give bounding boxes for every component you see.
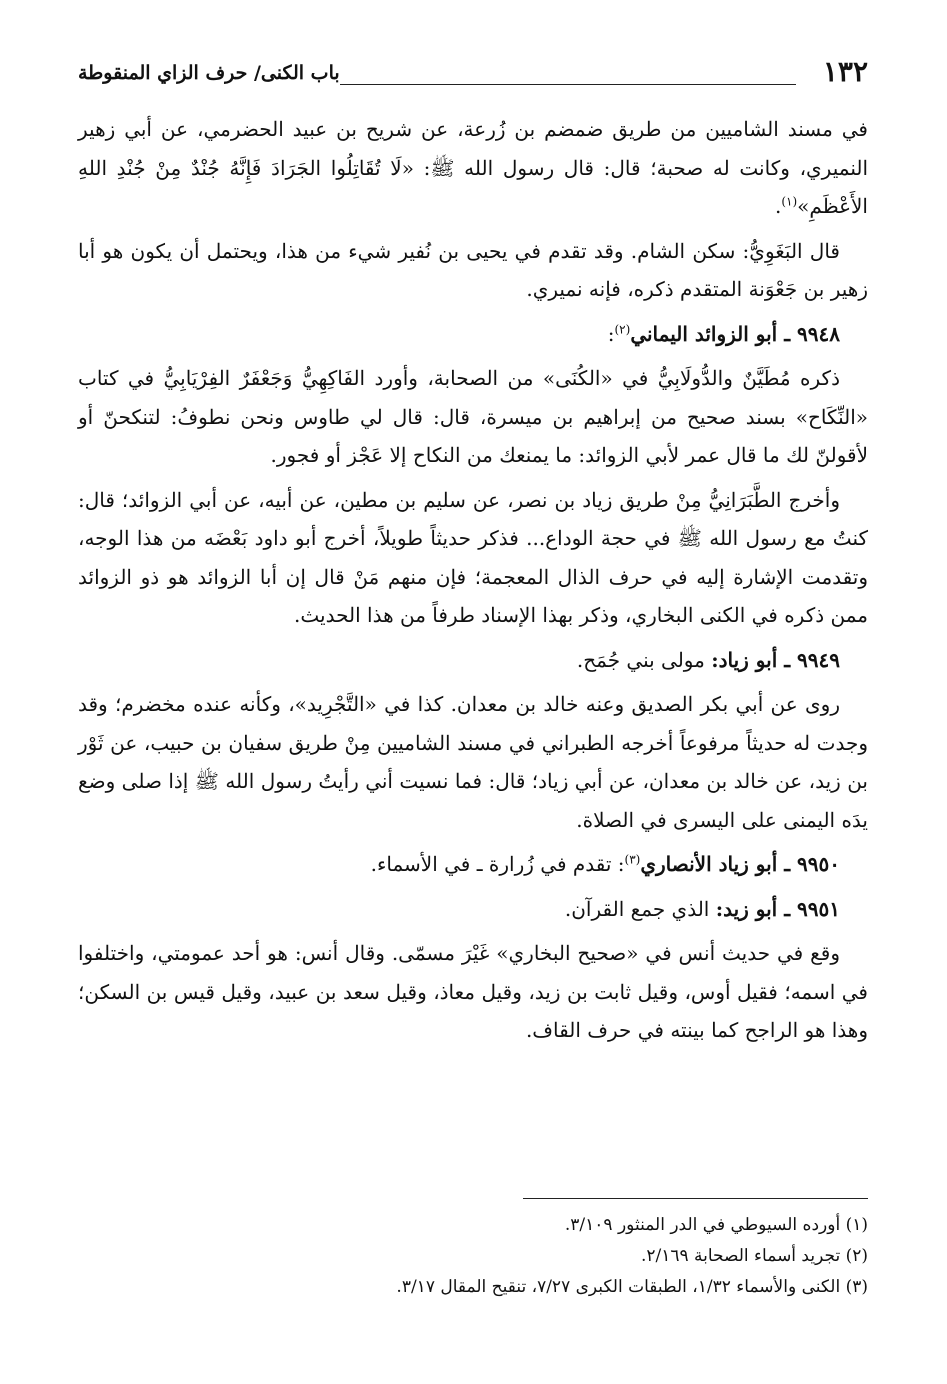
entry-heading: [78, 641, 868, 680]
footnote: (١) أورده السيوطي في الدر المنثور ٣/١٠٩.: [564, 1215, 868, 1235]
entry-tail: : تقدم في زُرارة ـ في الأسماء.: [370, 852, 625, 876]
paragraph: [78, 110, 868, 226]
entry-tail: الذي جمع القرآن.: [564, 896, 716, 921]
footnote-ref: (٣): [624, 852, 641, 867]
entry-title: ٩٩٥٠ ـ أبو زياد الأنصاري: [640, 852, 840, 876]
paragraph: روى عن أبي بكر الصديق وعنه خالد بن معدان. كذا في «التَّجْرِيد»، وكأنه عنده مخضرم؛ وقد وجدت له حديثاً مرفوعاً أخرجه الطبراني في مسند الشاميين مِنْ طريق سفيان بن حبيب، عن ثَوْر بن زيد، عن خالد بن معدان، عن أبي زياد؛ قال: فما نسيت أني رأيتُ رسول الله ﷺ إذا صلى وضع يدَه اليمنى على اليسرى في الصلاة.: [78, 692, 868, 832]
punctuation: .: [774, 194, 782, 218]
entry-tail: مولى بني جُمَح.: [576, 647, 712, 672]
footnote-ref: (١): [781, 194, 798, 209]
footnote-ref: (٢): [614, 321, 631, 336]
entry-heading: [78, 315, 868, 354]
footnote: (٢) تجريد أسماء الصحابة ٢/١٦٩.: [640, 1246, 868, 1266]
footnotes: [78, 1210, 868, 1303]
paragraph: ذكره مُطَيَّنٌ والدُّولَابِيُّ في «الكُنَى» من الصحابة، وأورد الفَاكِهِيُّ وَجَعْفَرٌ الفِرْيَابِيُّ في كتاب «النِّكَاح» بسند صحيح من إبراهيم بن ميسرة، قال: قال لي طاوس ونحن نطوفُ: لتنكحنّ أو لأقولنّ لك ما قال عمر لأبي الزوائد: ما يمنعك من النكاح إلا عَجْز أو فجور.: [78, 366, 868, 467]
main-text: [78, 110, 868, 1056]
book-page: [78, 40, 868, 1350]
entry-title: ٩٩٤٩ ـ أبو زياد:: [711, 647, 840, 672]
entry-tail: :: [607, 321, 615, 346]
entry-title: ٩٩٤٨ ـ أبو الزوائد اليماني: [630, 321, 840, 346]
footnote-rule: [523, 1198, 868, 1199]
paragraph: وأخرج الطَّبَرَانِيُّ مِنْ طريق زياد بن نصر، عن سليم بن مطين، عن أبيه، عن أبي الزوائد؛ قال: كنتُ مع رسول الله ﷺ في حجة الوداع... فذكر حديثاً طويلاً، أخرج أبو داود بَعْضَه من هذا الوجه، وتقدمت الإشارة إليه في حرف الذال المعجمة؛ فإن منهم مَنْ قال إن أبا الزوائد هو ذو الزوائد ممن ذكره في الكنى البخاري، وذكر بهذا الإسناد طرفاً من هذا الحديث.: [78, 487, 868, 627]
header-rule: [340, 84, 796, 85]
running-header: [78, 54, 868, 90]
chapter-title: باب الكنى/ حرف الزاي المنقوطة: [78, 62, 340, 84]
footnote: (٣) الكنى والأسماء ١/٣٢، الطبقات الكبرى ٧/٢٧، تنقيح المقال ٣/١٧.: [396, 1277, 868, 1297]
entry-heading: [78, 890, 868, 929]
paragraph: قال البَغَوِيُّ: سكن الشام. وقد تقدم في يحيى بن نُفير شيء من هذا، ويحتمل أن يكون هو أبا زهير بن جَعْوَنة المتقدم ذكره، فإنه نميري.: [78, 238, 868, 301]
paragraph: وقع في حديث أنس في «صحيح البخاري» غَيْرَ مسمّى. وقال أنس: هو أحد عمومتي، واختلفوا في اسمه؛ فقيل أوس، وقيل ثابت بن زيد، وقيل معاذ، وقيل سعد بن عبيد، وقيل قيس بن السكن؛ وهذا هو الراجح كما بينته في حرف القاف.: [78, 941, 868, 1042]
entry-title: ٩٩٥١ ـ أبو زيد:: [715, 896, 840, 921]
page-number: ١٣٢: [822, 55, 868, 88]
paragraph-text: في مسند الشاميين من طريق ضمضم بن زُرعة، عن شريح بن عبيد الحضرمي، عن أبي زهير النميري، وكانت له صحبة؛ قال: قال رسول الله ﷺ: «لَا تُقَاتِلُوا الجَرَادَ فَإِنَّهُ جُنْدٌ مِنْ جُنْدِ اللهِ الأَعْظَمِ»: [78, 117, 868, 218]
entry-heading: [78, 845, 868, 884]
